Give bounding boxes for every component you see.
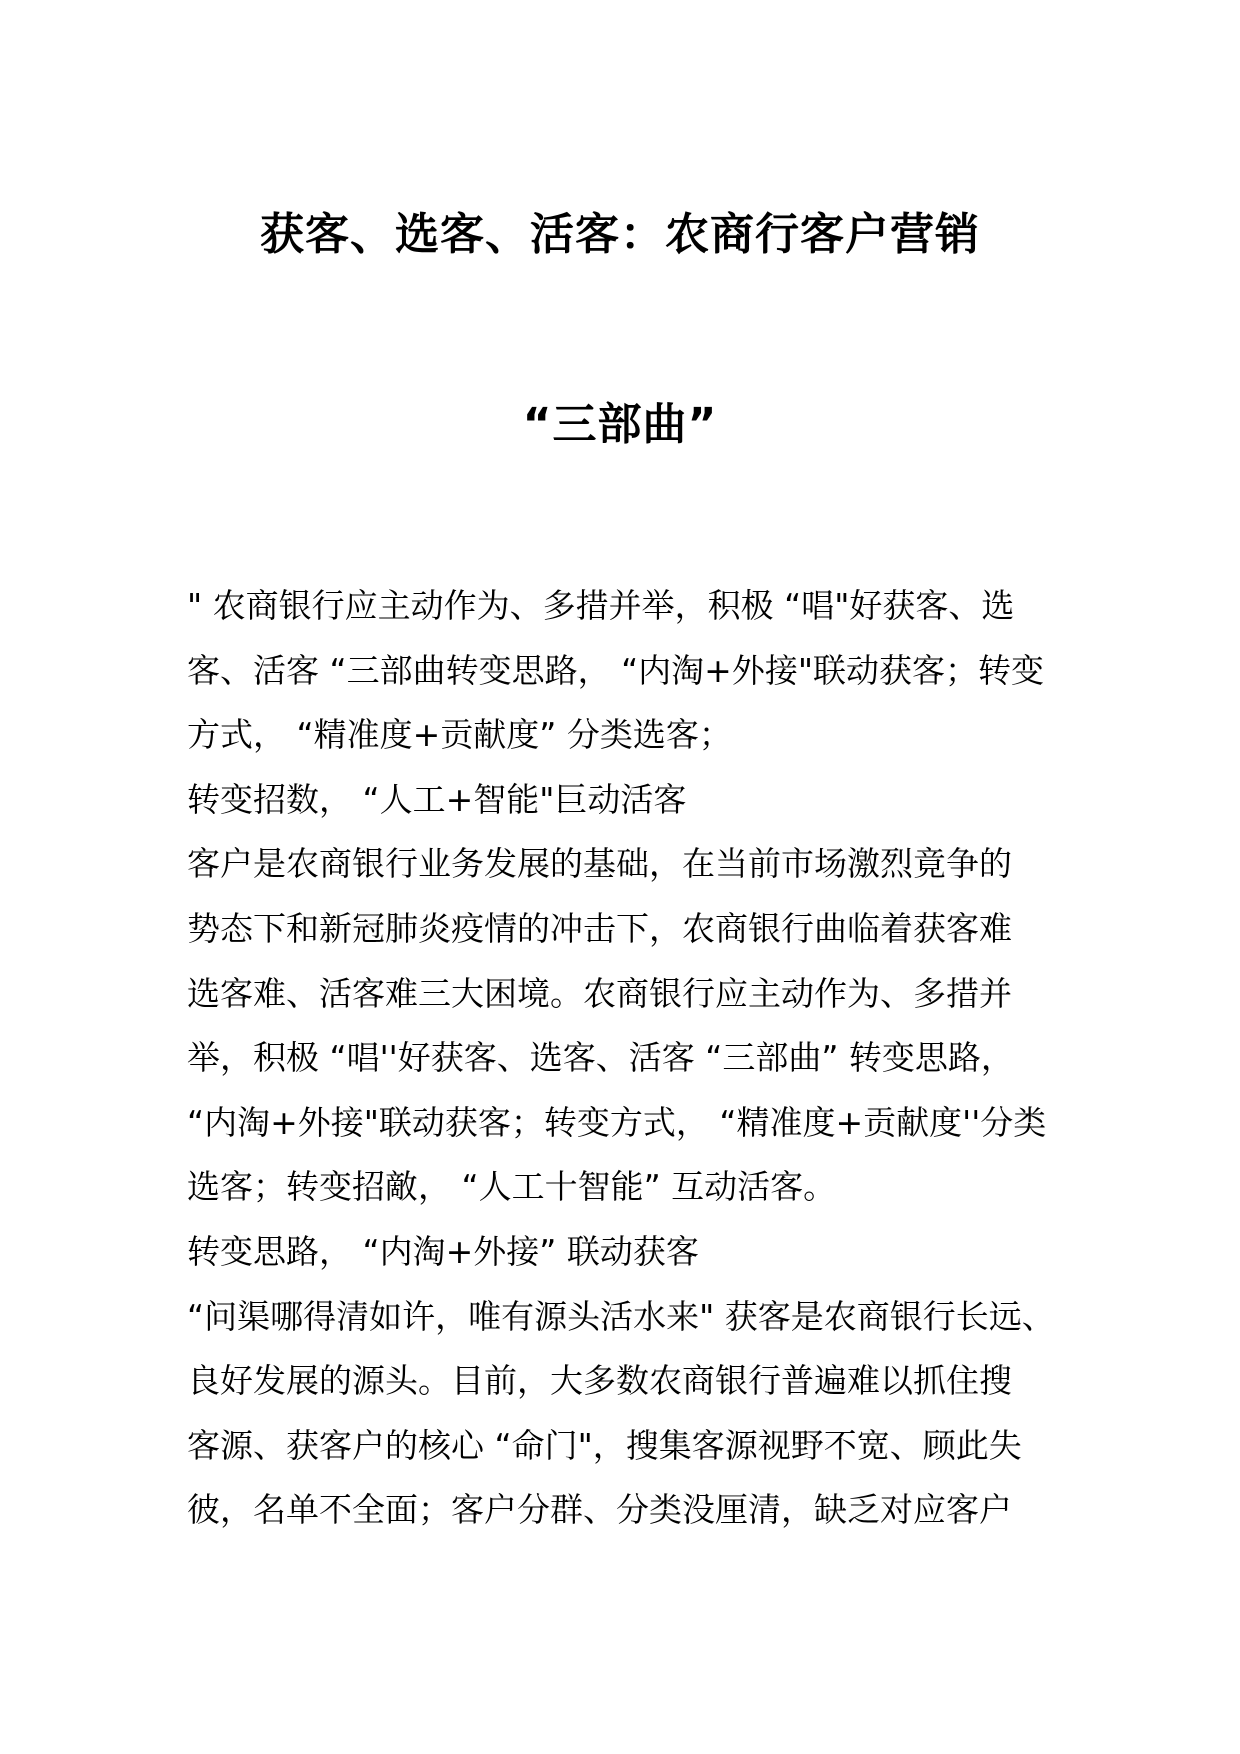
document-body [187, 574, 1087, 1543]
body-line: 客、活客 “三部曲转变思路， “内淘+外接"联动获客；转变 [187, 650, 1045, 690]
body-line: 客户是农商银行业务发展的基础，在当前市场激烈竟争的 [187, 844, 1012, 884]
body-line: 良好发展的源头。目前，大多数农商银行普遍难以抓住搜 [187, 1361, 1012, 1401]
body-line: 选客；转变招敵， “人工十智能” 互动活客。 [187, 1167, 837, 1207]
body-line: " 农商银行应主动作为、多措并举，积极 “唱"好获客、选 [187, 586, 1015, 625]
document-title-continued: “三部曲” [522, 399, 718, 450]
document-title: 获客、选客、活客：农商行客户营销 [260, 209, 980, 260]
section-heading: 转变思路， “内淘+外接” 联动获客 [187, 1231, 699, 1271]
body-line: 彼，名单不全面；客户分群、分类没厘清，缺乏对应客户 [187, 1490, 1012, 1530]
body-line: 方式， “精准度+贡献度” 分类选客； [187, 715, 732, 755]
body-line: 势态下和新冠肺炎疫情的冲击下，农商银行曲临着获客难 [187, 908, 1012, 948]
body-line: 选客难、活客难三大困境。农商银行应主动作为、多措并 [187, 973, 1012, 1013]
body-line: “问渠哪得清如许，唯有源头活水来" 获客是农商银行长远、 [187, 1296, 1055, 1336]
body-line: “内淘+外接"联动获客；转变方式， “精准度+贡献度''分类 [187, 1102, 1047, 1142]
body-line: 举，积极 “唱''好获客、选客、活客 “三部曲” 转变思路， [187, 1038, 1014, 1078]
body-line: 客源、获客户的核心 “命门"，搜集客源视野不宽、顾此失 [187, 1425, 1022, 1465]
section-heading: 转变招数， “人工+智能"巨动活客 [187, 779, 687, 819]
